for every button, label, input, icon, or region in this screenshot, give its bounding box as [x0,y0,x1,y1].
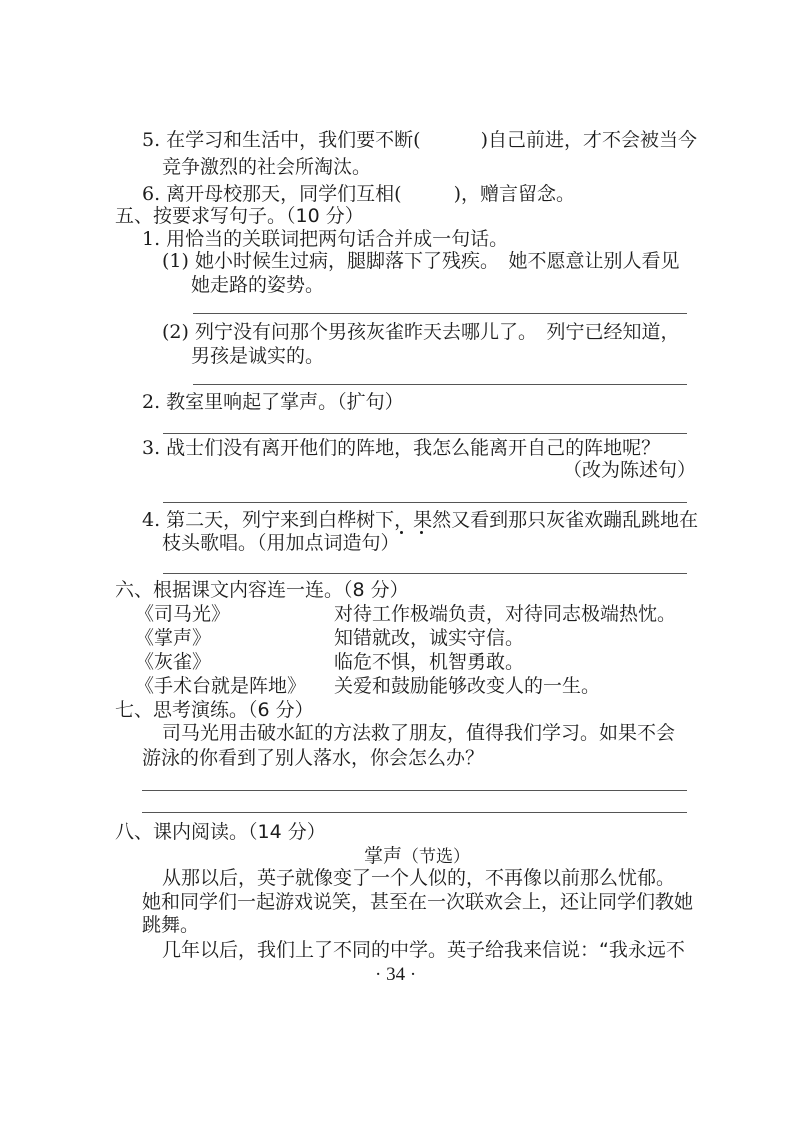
match-left-3[interactable]: 《灰雀》 [135,651,212,673]
q1-instruction: 1. 用恰当的关联词把两句话合并成一句话。 [142,228,509,250]
match-right-3[interactable]: 临危不惧，机智勇敢。 [334,651,525,673]
match-right-4[interactable]: 关爱和鼓励能够改变人的一生。 [334,675,601,697]
emphasis-dot [420,531,423,534]
question-5-line-2: 竞争激烈的社会所淘汰。 [162,156,372,178]
q1-1-line-1: (1) 她小时候生过病，腿脚落下了残疾。 她不愿意让别人看见 [162,250,680,272]
question-5-line-1 [142,126,697,154]
passage-p1-line-1: 从那以后，英子就像变了一个人似的，不再像以前那么忧郁。 [162,867,676,889]
section-7-line-1: 司马光用击破水缸的方法救了朋友，值得我们学习。如果不会 [162,722,676,744]
q3-note: （改为陈述句） [563,459,697,481]
match-left-1[interactable]: 《司马光》 [135,603,231,625]
section-8-heading: 八、课内阅读。（14 分） [115,821,326,843]
match-right-2[interactable]: 知错就改，诚实守信。 [334,627,525,649]
match-left-4[interactable]: 《手术台就是阵地》 [135,675,307,697]
question-6-text-a: 6. 离开母校那天，同学们互相( [142,183,402,205]
question-6-text-b: )，赠言留念。 [453,183,576,205]
match-left-2[interactable]: 《掌声》 [135,627,212,649]
answer-line-q1-1[interactable] [193,313,687,314]
answer-line-q4[interactable] [163,573,687,574]
q4-line-1: 4. 第二天，列宁来到白桦树下，果然又看到那只灰雀欢蹦乱跳地在 [142,509,699,531]
answer-line-7-2[interactable] [142,812,687,813]
match-right-1[interactable]: 对待工作极端负责，对待同志极端热忱。 [334,603,677,625]
q1-1-line-2: 她走路的姿势。 [191,274,325,296]
answer-line-q3[interactable] [163,502,687,503]
section-5-heading: 五、按要求写句子。（10 分） [115,205,364,227]
answer-line-7-1[interactable] [142,790,687,791]
passage-p1-line-3: 跳舞。 [142,914,200,936]
question-5-text-a: 5. 在学习和生活中，我们要不断( [142,129,421,151]
emphasis-dot [400,531,403,534]
answer-line-q1-2[interactable] [193,384,687,385]
q1-2-line-2: 男孩是诚实的。 [191,345,325,367]
page-number: · 34 · [375,964,417,985]
passage-title-text: 掌声 [364,845,403,867]
q2-text: 2. 教室里响起了掌声。（扩句） [142,391,404,413]
q4-line-2: 枝头歌唱。（用加点词造句） [162,532,400,554]
passage-p1-line-2: 她和同学们一起游戏说笑，甚至在一次联欢会上，还让同学们教她 [142,891,694,913]
q3-line-1: 3. 战士们没有离开他们的阵地，我怎么能离开自己的阵地呢？ [142,437,661,459]
passage-p2-line-1: 几年以后，我们上了不同的中学。英子给我来信说：“我永远不 [162,939,685,961]
question-5-text-b: )自己前进，才不会被当今 [480,129,698,151]
section-7-line-2: 游泳的你看到了别人落水，你会怎么办？ [142,747,485,769]
passage-title-note: （节选） [402,847,471,867]
q1-2-line-1: (2) 列宁没有问那个男孩灰雀昨天去哪儿了。 列宁已经知道， [162,321,680,343]
section-6-heading: 六、根据课文内容连一连。（8 分） [115,579,409,601]
section-7-heading: 七、思考演练。（6 分） [115,699,314,721]
